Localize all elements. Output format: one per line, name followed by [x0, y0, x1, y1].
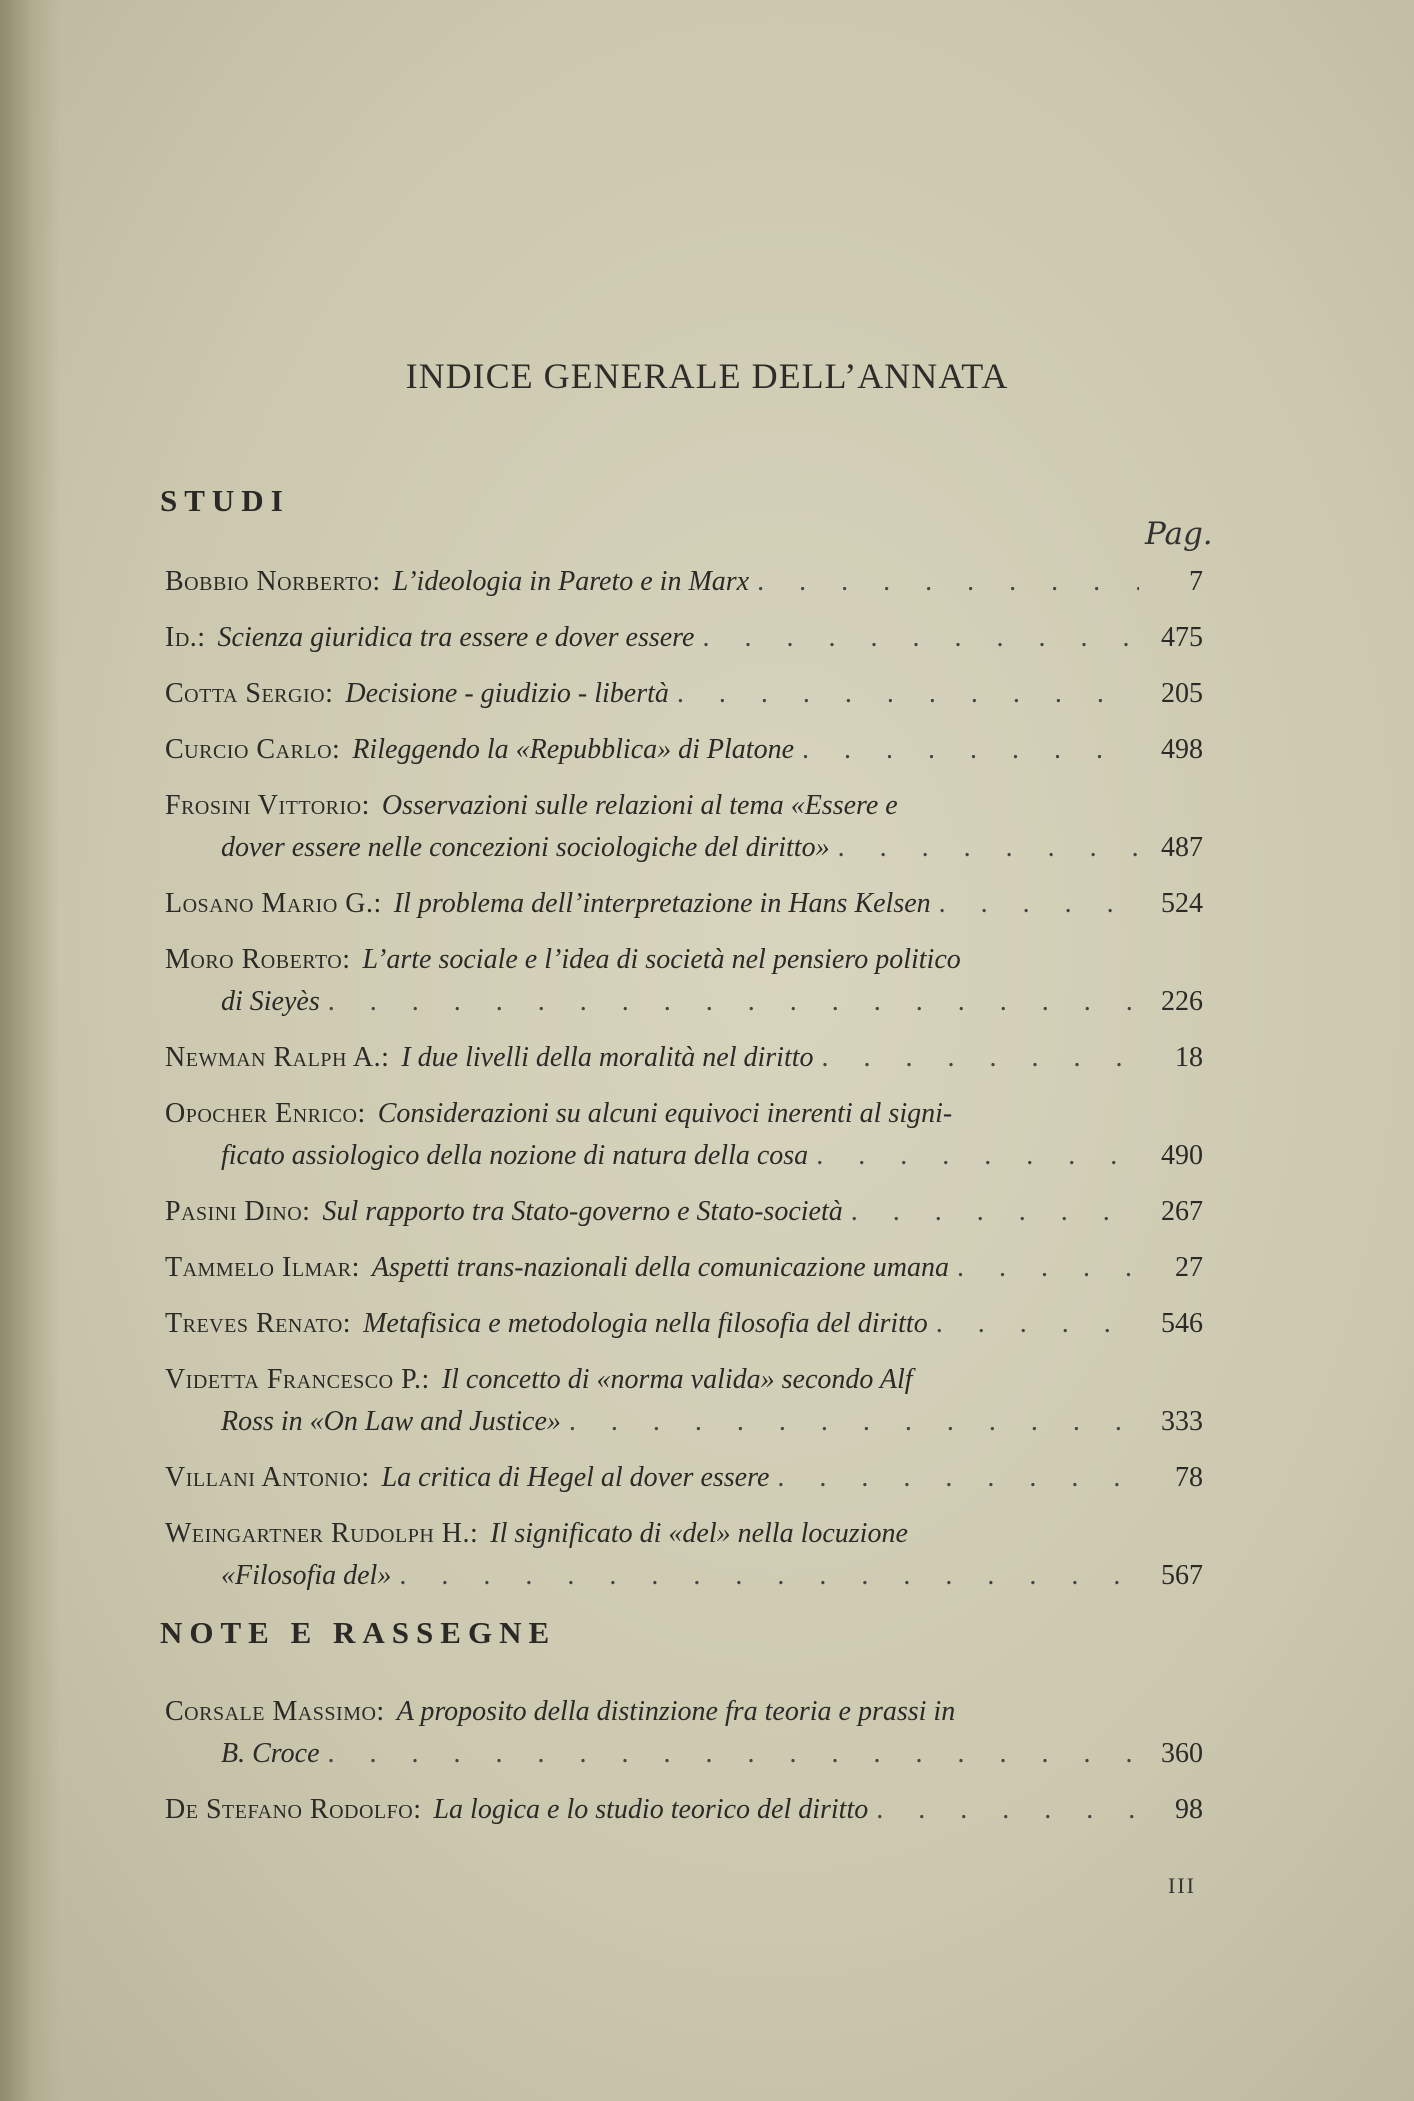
entry-title-continuation: dover essere nelle concezioni sociologiche del diritto»: [221, 832, 830, 863]
toc-entry: [165, 1093, 1203, 1177]
entry-author: Bobbio Norberto:: [165, 566, 381, 597]
entry-page-number: 18: [1175, 1042, 1203, 1073]
entry-title: Il concetto di «norma valida» secondo Alf: [441, 1364, 913, 1395]
toc-entry: [165, 617, 1203, 659]
entry-title-continuation: di Sieyès: [221, 986, 320, 1017]
entry-title: L’ideologia in Pareto e in Marx: [392, 566, 750, 597]
page-title: INDICE GENERALE DELL’ANNATA: [405, 356, 1009, 396]
entry-title: Rileggendo la «Repubblica» di Platone: [352, 734, 794, 765]
toc-entry: [165, 1691, 1203, 1775]
entry-page-number: 475: [1161, 622, 1203, 653]
toc-entry: [165, 1789, 1203, 1831]
entry-page-number: 267: [1161, 1196, 1203, 1227]
toc-entry: [165, 1247, 1203, 1289]
dot-leader: [939, 883, 1139, 925]
toc-entry: [165, 883, 1203, 925]
toc-entry: [165, 1191, 1203, 1233]
entry-title: La logica e lo studio teorico del diritto: [433, 1794, 869, 1825]
toc-entry: [165, 1037, 1203, 1079]
entry-author: Curcio Carlo:: [165, 734, 341, 765]
entry-page-number: 78: [1175, 1462, 1203, 1493]
entry-page-number: 98: [1175, 1794, 1203, 1825]
entry-page-number: 490: [1161, 1140, 1203, 1171]
entry-title: Decisione - giudizio - libertà: [345, 678, 669, 709]
entry-author: De Stefano Rodolfo:: [165, 1794, 422, 1825]
entry-author: Weingartner Rudolph H.:: [165, 1518, 479, 1549]
entry-page-number: 498: [1161, 734, 1203, 765]
entry-author: Losano Mario G.:: [165, 888, 382, 919]
dot-leader: [702, 617, 1139, 659]
dot-leader: [876, 1789, 1139, 1831]
dot-leader: [677, 673, 1139, 715]
page-folio: III: [1168, 1873, 1196, 1898]
entry-author: Videtta Francesco P.:: [165, 1364, 430, 1395]
toc-entry: [165, 561, 1203, 603]
entry-title-continuation: «Filosofia del»: [221, 1560, 392, 1591]
toc-entry: [165, 1513, 1203, 1597]
entry-title: Il significato di «del» nella locuzione: [490, 1518, 908, 1549]
entry-author: Id.:: [165, 622, 206, 653]
toc-entry: [165, 785, 1203, 869]
entry-title-continuation: B. Croce: [221, 1738, 320, 1769]
entry-author: Treves Renato:: [165, 1308, 352, 1339]
toc-entry: [165, 1457, 1203, 1499]
entry-author: Newman Ralph A.:: [165, 1042, 390, 1073]
note-entry-list: [165, 1691, 1203, 1845]
dot-leader: [328, 1733, 1140, 1775]
dot-leader: [957, 1247, 1139, 1289]
entry-page-number: 567: [1161, 1560, 1203, 1591]
toc-entry: [165, 673, 1203, 715]
dot-leader: [816, 1135, 1139, 1177]
dot-leader: [399, 1555, 1139, 1597]
entry-author: Pasini Dino:: [165, 1196, 311, 1227]
entry-title: La critica di Hegel al dover essere: [381, 1462, 770, 1493]
dot-leader: [328, 981, 1139, 1023]
entry-title: Scienza giuridica tra essere e dover essere: [217, 622, 695, 653]
dot-leader: [838, 827, 1139, 869]
entry-title: Sul rapporto tra Stato-governo e Stato-società: [322, 1196, 843, 1227]
entry-title: Considerazioni su alcuni equivoci inerenti al signi-: [377, 1098, 953, 1129]
toc-entry: [165, 1303, 1203, 1345]
studi-entry-list: [165, 561, 1203, 1611]
entry-author: Villani Antonio:: [165, 1462, 370, 1493]
toc-entry: [165, 1359, 1203, 1443]
dot-leader: [822, 1037, 1139, 1079]
page-column-label: Pag.: [1145, 516, 1213, 552]
entry-title: Il problema dell’interpretazione in Hans Kelsen: [393, 888, 931, 919]
toc-entry: [165, 729, 1203, 771]
entry-author: Corsale Massimo:: [165, 1696, 385, 1727]
entry-author: Cotta Sergio:: [165, 678, 334, 709]
entry-title: L’arte sociale e l’idea di società nel pensiero politico: [362, 944, 961, 975]
entry-title-continuation: ficato assiologico della nozione di natura della cosa: [221, 1140, 809, 1171]
entry-author: Frosini Vittorio:: [165, 790, 370, 821]
entry-title: Metafisica e metodologia nella filosofia del diritto: [363, 1308, 928, 1339]
entry-author: Moro Roberto:: [165, 944, 351, 975]
entry-page-number: 205: [1161, 678, 1203, 709]
dot-leader: [936, 1303, 1139, 1345]
dot-leader: [851, 1191, 1139, 1233]
entry-page-number: 487: [1161, 832, 1203, 863]
entry-title: Aspetti trans-nazionali della comunicazione umana: [371, 1252, 949, 1283]
entry-page-number: 546: [1161, 1308, 1203, 1339]
entry-author: Opocher Enrico:: [165, 1098, 366, 1129]
section-heading-note: NOTE E RASSEGNE: [160, 1615, 557, 1650]
entry-author: Tammelo Ilmar:: [165, 1252, 360, 1283]
dot-leader: [777, 1457, 1139, 1499]
toc-entry: [165, 939, 1203, 1023]
book-spine-shadow: [0, 0, 60, 2101]
dot-leader: [802, 729, 1139, 771]
entry-title: A proposito della distinzione fra teoria e prassi in: [396, 1696, 956, 1727]
entry-page-number: 524: [1161, 888, 1203, 919]
entry-page-number: 226: [1161, 986, 1203, 1017]
dot-leader: [757, 561, 1139, 603]
entry-page-number: 360: [1161, 1738, 1203, 1769]
entry-page-number: 27: [1175, 1252, 1203, 1283]
entry-title: I due livelli della moralità nel diritto: [401, 1042, 814, 1073]
entry-title-continuation: Ross in «On Law and Justice»: [221, 1406, 561, 1437]
entry-page-number: 333: [1161, 1406, 1203, 1437]
entry-title: Osservazioni sulle relazioni al tema «Essere e: [381, 790, 898, 821]
entry-page-number: 7: [1189, 566, 1203, 597]
section-heading-studi: STUDI: [160, 483, 290, 518]
dot-leader: [569, 1401, 1139, 1443]
